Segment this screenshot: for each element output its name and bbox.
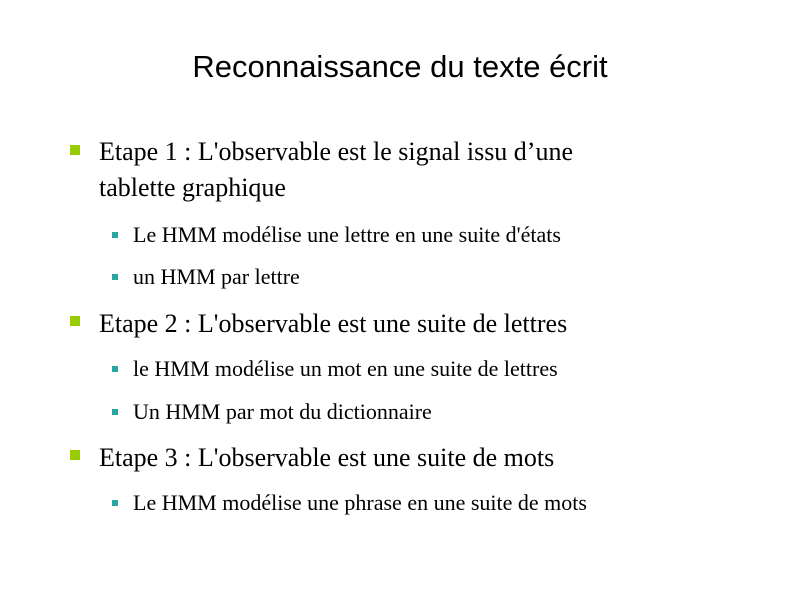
bullet-item-2: Etape 2 : L'observable est une suite de lettres bbox=[99, 309, 568, 338]
bullet-item-3: Etape 3 : L'observable est une suite de mots bbox=[99, 443, 555, 472]
slide-title: Reconnaissance du texte écrit bbox=[192, 49, 608, 84]
level2-bullet-icon bbox=[112, 274, 118, 280]
sub-item-1-2: un HMM par lettre bbox=[133, 264, 300, 289]
bullet-item-1-line2: tablette graphique bbox=[99, 173, 286, 202]
level1-bullet-icon bbox=[70, 145, 80, 155]
sub-item-3-1: Le HMM modélise une phrase en une suite de mots bbox=[133, 490, 587, 515]
level1-bullet-icon bbox=[70, 450, 80, 460]
level2-bullet-icon bbox=[112, 366, 118, 372]
bullet-item-1-line1: Etape 1 : L'observable est le signal issu d’une bbox=[99, 137, 574, 166]
level1-bullet-icon bbox=[70, 316, 80, 326]
sub-item-1-1: Le HMM modélise une lettre en une suite d'états bbox=[133, 222, 561, 247]
level2-bullet-icon bbox=[112, 409, 118, 415]
sub-item-2-1: le HMM modélise un mot en une suite de lettres bbox=[133, 356, 558, 381]
level2-bullet-icon bbox=[112, 500, 118, 506]
level2-bullet-icon bbox=[112, 232, 118, 238]
sub-item-2-2: Un HMM par mot du dictionnaire bbox=[133, 399, 432, 424]
